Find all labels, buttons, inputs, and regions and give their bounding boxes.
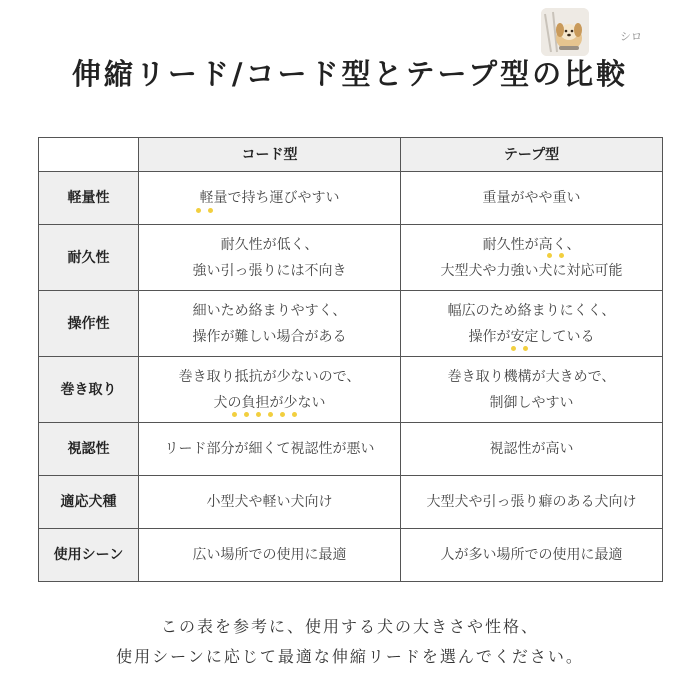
emphasis-dot (292, 412, 297, 417)
cell-line: 軽量で持ち運びやすい (199, 190, 340, 206)
logo (541, 8, 589, 56)
row-label: 適応犬種 (39, 476, 139, 529)
table-row (39, 357, 663, 423)
table-row (39, 529, 663, 582)
cell-line: 操作が安定している (468, 328, 595, 345)
emphasis-dots (196, 208, 213, 213)
emphasis-dot (256, 412, 261, 417)
cell-line: 細いため絡まりやすく、 (192, 302, 347, 319)
emphasis-dot (196, 208, 201, 213)
tape-cell (401, 423, 663, 476)
header-corner (39, 138, 139, 172)
cell-line: 耐久性が高く、 (482, 236, 581, 253)
dog-icon (541, 8, 589, 56)
cell-line: 制御しやすい (489, 394, 574, 411)
cell-line: 犬の負担が少ない (213, 394, 326, 411)
cell-line: 幅広のため絡まりにくく、 (447, 302, 616, 319)
emphasis-dot (244, 412, 249, 417)
cell-line: 大型犬や引っ張り癖のある犬向け (426, 494, 637, 510)
emphasis-dots (511, 346, 528, 351)
tape-cell (401, 172, 663, 225)
cell-line: 操作が難しい場合がある (192, 328, 347, 345)
cell-line: 巻き取り抵抗が少ないので、 (178, 368, 361, 385)
logo-caption: シロ (620, 30, 642, 43)
cell-line: 人が多い場所での使用に最適 (440, 547, 623, 563)
footer-note (0, 612, 700, 672)
cell-line: 強い引っ張りには不向き (192, 262, 347, 279)
cell-line: 重量がやや重い (482, 190, 581, 206)
cell-line: 視認性が高い (489, 441, 574, 457)
emphasis-dot (523, 346, 528, 351)
footer-line: この表を参考に、使用する犬の大きさや性格、 (160, 617, 539, 636)
tape-cell (401, 476, 663, 529)
row-label: 操作性 (39, 291, 139, 357)
header-cord: コード型 (139, 138, 401, 172)
cord-cell (139, 291, 401, 357)
table-row (39, 172, 663, 225)
cord-cell (139, 225, 401, 291)
emphasis-dot (280, 412, 285, 417)
footer-line: 使用シーンに応じて最適な伸縮リードを選んでください。 (116, 647, 584, 666)
cord-cell (139, 529, 401, 582)
emphasis-dot (268, 412, 273, 417)
table-row (39, 476, 663, 529)
cell-line: 大型犬や力強い犬に対応可能 (440, 262, 623, 279)
row-label: 視認性 (39, 423, 139, 476)
cord-cell (139, 476, 401, 529)
tape-cell (401, 357, 663, 423)
row-label: 耐久性 (39, 225, 139, 291)
cord-cell (139, 172, 401, 225)
cell-line: 巻き取り機構が大きめで、 (447, 368, 616, 385)
table-row (39, 423, 663, 476)
tape-cell (401, 291, 663, 357)
emphasis-dot (208, 208, 213, 213)
tape-cell (401, 225, 663, 291)
cell-line: 広い場所での使用に最適 (192, 547, 347, 563)
table-header-row (39, 138, 663, 172)
table-row (39, 225, 663, 291)
cell-line: 耐久性が低く、 (220, 236, 319, 253)
row-label: 巻き取り (39, 357, 139, 423)
emphasis-dot (511, 346, 516, 351)
cord-cell (139, 423, 401, 476)
cord-cell (139, 357, 401, 423)
emphasis-dots (232, 412, 297, 417)
page-title: 伸縮リード/コード型とテープ型の比較 (71, 57, 629, 91)
header-tape: テープ型 (401, 138, 663, 172)
cell-line: 小型犬や軽い犬向け (206, 494, 333, 510)
cell-line: リード部分が細くて視認性が悪い (164, 441, 375, 457)
row-label: 使用シーン (39, 529, 139, 582)
row-label: 軽量性 (39, 172, 139, 225)
tape-cell (401, 529, 663, 582)
comparison-table (38, 137, 663, 582)
emphasis-dot (232, 412, 237, 417)
table-row (39, 291, 663, 357)
